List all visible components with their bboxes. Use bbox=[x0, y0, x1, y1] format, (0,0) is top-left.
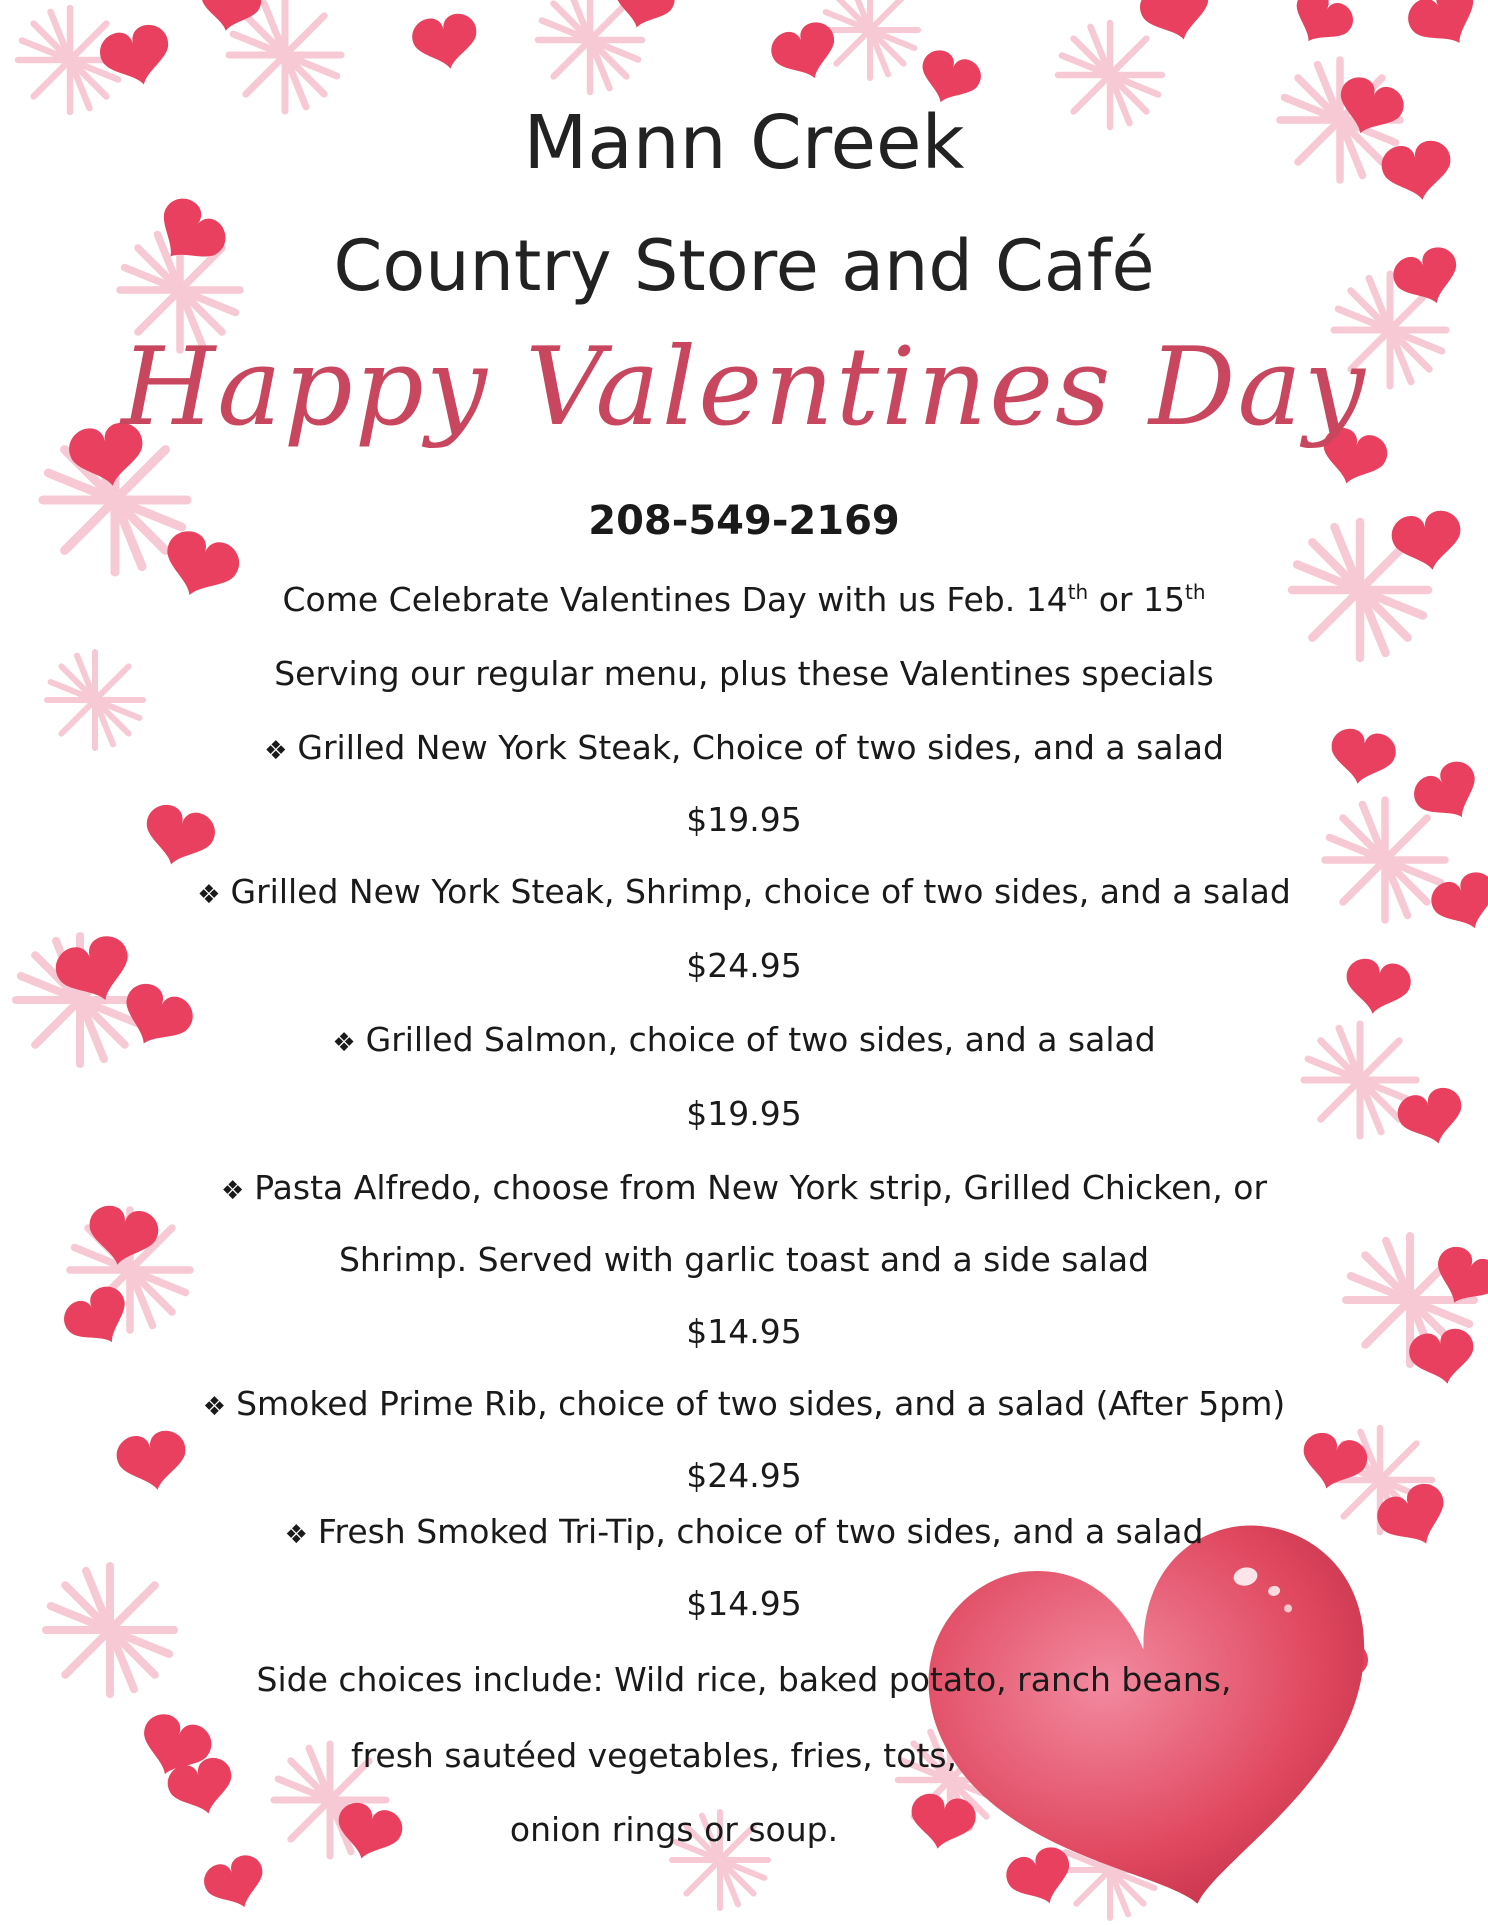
bullet-icon: ❖ bbox=[220, 1176, 245, 1206]
special-price: $14.95 bbox=[686, 1312, 802, 1351]
special-description-continued: Shrimp. Served with garlic toast and a side salad bbox=[338, 1240, 1150, 1279]
special-price: $14.95 bbox=[686, 1584, 802, 1623]
side-choices-line: fresh sautéed vegetables, fries, tots, bbox=[350, 1736, 958, 1775]
bullet-icon: ❖ bbox=[284, 1520, 308, 1550]
special-description: Grilled Salmon, choice of two sides, and a salad bbox=[365, 1020, 1156, 1059]
heart-icon bbox=[96, 20, 178, 93]
special-description: Pasta Alfredo, choose from New York strip, Grilled Chicken, or bbox=[254, 1168, 1268, 1207]
special-price: $24.95 bbox=[686, 1456, 802, 1495]
heart-icon bbox=[199, 1851, 272, 1918]
store-subtitle: Country Store and Café bbox=[333, 225, 1155, 307]
side-choices-line: onion rings or soup. bbox=[509, 1810, 839, 1849]
special-item bbox=[0, 1020, 1488, 1059]
side-choices-line: Side choices include: Wild rice, baked potato, ranch beans, bbox=[256, 1660, 1232, 1699]
bullet-icon: ❖ bbox=[332, 1028, 356, 1058]
star-icon bbox=[822, 0, 918, 78]
heart-icon bbox=[1283, 0, 1360, 56]
date-suffix: th bbox=[1184, 580, 1206, 604]
special-description: Grilled New York Steak, Shrimp, choice of two sides, and a salad bbox=[230, 872, 1291, 911]
special-price: $19.95 bbox=[686, 800, 802, 839]
heart-icon bbox=[608, 0, 679, 35]
special-item bbox=[0, 1512, 1488, 1551]
special-item bbox=[0, 1384, 1488, 1423]
phone-number: 208-549-2169 bbox=[588, 498, 900, 544]
serving-line: Serving our regular menu, plus these Valentines specials bbox=[274, 654, 1214, 693]
date-suffix: th bbox=[1067, 580, 1089, 604]
heart-icon bbox=[196, 0, 264, 36]
celebrate-text: Come Celebrate Valentines Day with us Feb. 14 bbox=[282, 580, 1068, 619]
bullet-icon: ❖ bbox=[202, 1392, 227, 1422]
big-heart-icon bbox=[908, 1505, 1413, 1925]
special-item bbox=[0, 1168, 1488, 1207]
greeting-heading: Happy Valentines Day bbox=[121, 325, 1367, 450]
special-item bbox=[0, 872, 1488, 911]
heart-icon bbox=[1401, 0, 1488, 60]
store-name: Mann Creek bbox=[523, 100, 965, 186]
celebrate-text-mid: or 15 bbox=[1088, 580, 1185, 619]
bullet-icon: ❖ bbox=[264, 736, 288, 766]
special-description: Smoked Prime Rib, choice of two sides, and a salad (After 5pm) bbox=[236, 1384, 1286, 1423]
special-price: $24.95 bbox=[686, 946, 802, 985]
celebrate-line bbox=[0, 580, 1488, 619]
special-price: $19.95 bbox=[686, 1094, 802, 1133]
special-item bbox=[0, 728, 1488, 767]
heart-icon bbox=[409, 11, 482, 75]
bullet-icon: ❖ bbox=[197, 880, 221, 910]
special-description: Fresh Smoked Tri-Tip, choice of two sides, and a salad bbox=[317, 1512, 1204, 1551]
star-icon bbox=[538, 0, 642, 92]
special-description: Grilled New York Steak, Choice of two sides, and a salad bbox=[297, 728, 1224, 767]
